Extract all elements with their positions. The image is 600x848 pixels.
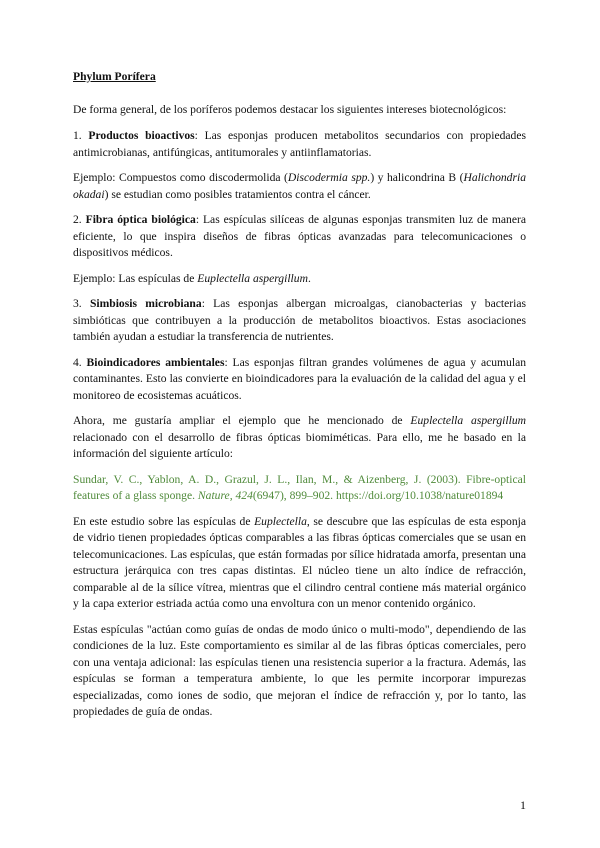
- example-paragraph-1: [73, 170, 526, 203]
- example-text: ) se estudian como posibles tratamientos contra el cáncer.: [104, 187, 371, 201]
- citation-text: (6947), 899–902. https://doi.org/10.1038/nature01894: [252, 489, 504, 502]
- paragraph-text: En este estudio sobre las espículas de: [73, 514, 255, 528]
- example-text: Ejemplo: Compuestos como discodermolida (: [73, 171, 288, 184]
- item-text: : Las esponjas albergan microalgas, cianobacterias y bacterias simbióticas que contribuyen a la producción de metabolitos bioactivos. Estas asociaciones también ayudan a estudiar la transferencia de nutrientes.: [73, 297, 527, 343]
- citation-text: Sundar, V. C., Yablon, A. D., Grazul, J. L., Ilan, M., & Aizenberg, J. (2003). Fibre-optical features of a glass sponge.: [73, 472, 526, 502]
- item-text: : Las espículas silíceas de algunas esponjas transmiten luz de manera eficiente, lo que inspira diseños de fibras ópticas avanzadas para telecomunicaciones o dispositivos médicos.: [73, 213, 526, 259]
- body-paragraph-2: Estas espículas "actúan como guías de ondas de modo único o multi-modo", dependiendo de las condiciones de la luz. Este comportamiento es similar al de las fibras ópticas comerciales, pero con una ventaja adicional: las espículas tienen una resistencia superior a la fractura. Además, las espículas se forman a temperatura ambiente, lo que les permite incorporar impurezas especializadas, como iones de sodio, que mejoran el índice de refracción y, por lo tanto, las propiedades de guía de ondas.: [73, 622, 526, 718]
- example-text: .: [307, 271, 311, 285]
- item-productos-bioactivos: [73, 128, 526, 161]
- transition-paragraph: [73, 413, 526, 463]
- example-paragraph-2: [73, 271, 526, 288]
- body-paragraph-1: [73, 514, 526, 613]
- item-heading: Bioindicadores ambientales: [86, 355, 225, 369]
- item-simbiosis-microbiana: [73, 296, 526, 346]
- example-text: Ejemplo: Las espículas de: [73, 271, 198, 285]
- item-number: 1.: [73, 129, 89, 142]
- item-text: : Las esponjas filtran grandes volúmenes de agua y acumulan contaminantes. Esto las convierte en bioindicadores para la evaluación de la calidad del agua y el monitoreo de ecosistemas acuáticos.: [73, 355, 527, 402]
- example-text: ) y halicondrina B (: [370, 171, 464, 184]
- item-text: : Las esponjas producen metabolitos secundarios con propiedades antimicrobianas, antifúngicas, antitumorales y antiinflamatorias.: [73, 129, 526, 159]
- item-heading: Fibra óptica biológica: [85, 213, 196, 226]
- page-title: Phylum Porífera: [73, 70, 156, 83]
- item-heading: Simbiosis microbiana: [89, 297, 202, 310]
- species-name: Halichondria okadai: [73, 171, 526, 201]
- species-name: Euplectella aspergillum: [197, 271, 308, 285]
- item-number: 4.: [73, 355, 87, 369]
- paragraph-text: Ahora, me gustaría ampliar el ejemplo que he mencionado de: [73, 414, 411, 427]
- species-name: Discodermia spp.: [287, 171, 371, 184]
- page-content: [73, 69, 526, 730]
- page-number: 1: [520, 798, 526, 812]
- citation: [73, 472, 526, 505]
- journal-name: Nature, 424: [197, 489, 253, 502]
- item-number: 2.: [73, 213, 86, 226]
- item-number: 3.: [73, 297, 90, 310]
- species-name: Euplectella aspergillum: [410, 414, 526, 427]
- item-bioindicadores: [73, 355, 526, 405]
- species-name: Euplectella: [254, 514, 307, 528]
- paragraph-text: relacionado con el desarrollo de fibras ópticas biomiméticas. Para ello, me he basado en la información del siguiente artículo:: [73, 430, 526, 460]
- item-fibra-optica: [73, 212, 526, 262]
- paragraph-text: , se descubre que las espículas de esta esponja de vidrio tienen propiedades ópticas comparables a las fibras ópticas comerciales que se usan en telecomunicaciones. Las espículas, que están formadas por sílice hidratada amorfa, presentan una estructura jerárquica con tres capas distintas. El núcleo tiene un alto índice de refracción, comparable al de la sílice vítrea, mientras que el cilindro central contiene más material orgánico y la capa exterior estriada actúa como una envoltura con un menor contenido orgánico.: [73, 514, 526, 610]
- item-heading: Productos bioactivos: [88, 129, 195, 142]
- intro-paragraph: De forma general, de los poríferos podemos destacar los siguientes intereses biotecnológicos:: [73, 102, 507, 116]
